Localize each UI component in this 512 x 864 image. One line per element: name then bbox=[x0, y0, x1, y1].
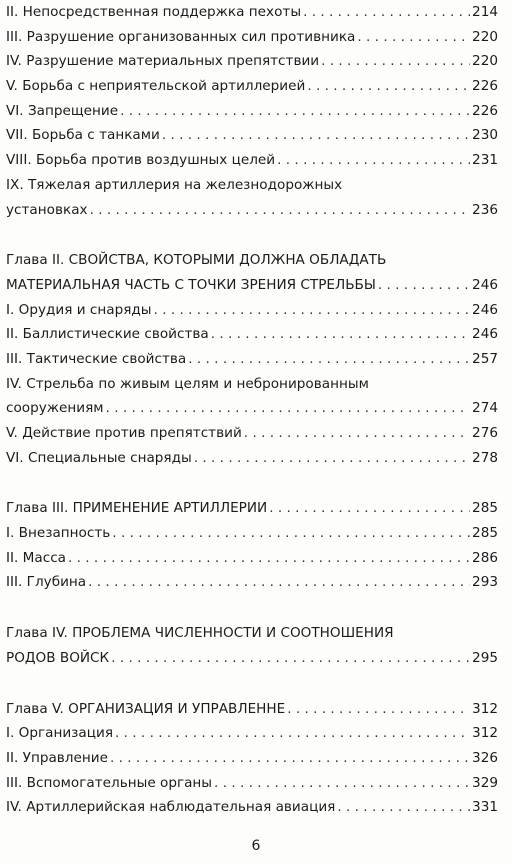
toc-entry bbox=[6, 795, 498, 820]
toc-leader-dots bbox=[110, 746, 470, 771]
toc-entry-title: сооружениям bbox=[6, 400, 104, 417]
toc-entry bbox=[6, 322, 498, 347]
toc-entry-title: IV. Разрушение материальных препятствии bbox=[6, 53, 320, 70]
toc-entry-title: III. Разрушение организованных сил противника bbox=[6, 28, 356, 45]
toc-entry bbox=[6, 198, 498, 223]
toc-entry-title: VIII. Борьба против воздушных целей bbox=[6, 152, 276, 169]
toc-entry-page: 331 bbox=[472, 799, 498, 816]
toc-entry-title: V. Борьба с неприятельской артиллерией bbox=[6, 78, 306, 95]
chapter-heading bbox=[6, 697, 498, 722]
chapter-page: 312 bbox=[472, 700, 498, 717]
toc-entry-page: 257 bbox=[472, 350, 498, 367]
toc-entry bbox=[6, 74, 498, 99]
toc-entry-title: IV. Артиллерийская наблюдательная авиация bbox=[6, 799, 336, 816]
toc-entry bbox=[6, 25, 498, 50]
toc-entry bbox=[6, 546, 498, 571]
toc-entry-title: II. Масса bbox=[6, 549, 66, 566]
toc-entry bbox=[6, 298, 498, 323]
toc-entry bbox=[6, 421, 498, 446]
toc-entry-title: VII. Борьба с танками bbox=[6, 127, 160, 144]
toc-leader-dots bbox=[154, 298, 471, 323]
toc-entry-page: 274 bbox=[472, 400, 498, 417]
toc-entry-page: 226 bbox=[472, 102, 498, 119]
toc-entry bbox=[6, 521, 498, 546]
chapter-title: МАТЕРИАЛЬНАЯ ЧАСТЬ С ТОЧКИ ЗРЕНИЯ СТРЕЛЬБЫ bbox=[6, 276, 376, 293]
page-number: 6 bbox=[251, 838, 261, 854]
toc-entry-title: II. Управление bbox=[6, 749, 108, 766]
chapter-heading-first-line: Глава II. СВОЙСТВА, КОТОРЫМИ ДОЛЖНА ОБЛАДАТЬ bbox=[6, 252, 387, 269]
toc-leader-dots bbox=[90, 198, 470, 223]
toc-entry bbox=[6, 446, 498, 471]
toc-leader-dots bbox=[321, 49, 470, 74]
toc-leader-dots bbox=[378, 273, 470, 298]
toc-entry-title: III. Вспомогательные органы bbox=[6, 774, 213, 791]
toc-entry-page: 329 bbox=[472, 774, 498, 791]
toc-leader-dots bbox=[68, 546, 470, 571]
toc-entry-page: 220 bbox=[472, 53, 498, 70]
toc-entry-first-line: IV. Стрельба по живым целям и небронированным bbox=[6, 375, 369, 392]
toc-entry bbox=[6, 0, 498, 25]
toc-leader-dots bbox=[188, 347, 470, 372]
toc-entry bbox=[6, 771, 498, 796]
toc-leader-dots bbox=[111, 646, 470, 671]
toc-entry-page: 278 bbox=[472, 449, 498, 466]
toc-entry bbox=[6, 148, 498, 173]
chapter-page: 295 bbox=[472, 649, 498, 666]
toc-entry-page: 214 bbox=[472, 4, 498, 20]
toc-leader-dots bbox=[307, 74, 470, 99]
toc-entry-page: 230 bbox=[472, 127, 498, 144]
toc-entry-title: III. Глубина bbox=[6, 574, 87, 591]
toc-entry-title: V. Действие против препятствий bbox=[6, 425, 242, 441]
toc-entry bbox=[6, 746, 498, 771]
toc-entry-title: III. Тактические свойства bbox=[6, 350, 187, 367]
toc-entry bbox=[6, 721, 498, 746]
toc-entry bbox=[6, 396, 498, 421]
toc-entry-title: I. Орудия и снаряды bbox=[6, 301, 152, 318]
toc-leader-dots bbox=[337, 795, 470, 820]
toc-entry bbox=[6, 123, 498, 148]
toc-leader-dots bbox=[194, 446, 470, 471]
toc-entry-title: VI. Специальные снаряды bbox=[6, 449, 192, 466]
toc-leader-dots bbox=[357, 25, 470, 50]
toc-leader-dots bbox=[106, 396, 471, 421]
toc-leader-dots bbox=[112, 521, 470, 546]
toc-entry-page: 236 bbox=[472, 201, 498, 218]
chapter-title: Глава V. ОРГАНИЗАЦИЯ И УПРАВЛЕННЕ bbox=[6, 700, 286, 717]
chapter-page: 246 bbox=[472, 276, 498, 293]
chapter-heading-first-line: Глава IV. ПРОБЛЕМА ЧИСЛЕННОСТИ И СООТНОШЕНИЯ bbox=[6, 625, 394, 642]
toc-leader-dots bbox=[277, 148, 470, 173]
toc-leader-dots bbox=[214, 771, 470, 796]
toc-leader-dots bbox=[287, 697, 470, 722]
chapter-page: 285 bbox=[472, 500, 498, 517]
toc-entry-page: 226 bbox=[472, 78, 498, 95]
toc-entry bbox=[6, 99, 498, 124]
toc-entry bbox=[6, 347, 498, 372]
toc-entry-page: 246 bbox=[472, 326, 498, 343]
toc-entry-page: 231 bbox=[472, 152, 498, 169]
toc-entry-page: 220 bbox=[472, 28, 498, 45]
toc-entry bbox=[6, 49, 498, 74]
toc-entry-title: II. Непосредственная поддержка пехоты bbox=[6, 4, 302, 20]
toc-leader-dots bbox=[115, 721, 470, 746]
toc-leader-dots bbox=[269, 496, 470, 521]
toc-leader-dots bbox=[88, 570, 470, 595]
toc-entry-page: 326 bbox=[472, 749, 498, 766]
toc-entry-first-line: IX. Тяжелая артиллерия на железнодорожных bbox=[6, 176, 343, 193]
toc-entry-page: 276 bbox=[472, 425, 498, 441]
toc-entry-page: 285 bbox=[472, 525, 498, 542]
chapter-title: Глава III. ПРИМЕНЕНИЕ АРТИЛЛЕРИИ bbox=[6, 500, 268, 517]
toc-leader-dots bbox=[162, 123, 470, 148]
toc-entry-page: 293 bbox=[472, 574, 498, 591]
toc-leader-dots bbox=[120, 99, 470, 124]
toc-entry-title: I. Внезапность bbox=[6, 525, 111, 542]
toc-leader-dots bbox=[303, 0, 470, 25]
chapter-heading bbox=[6, 646, 498, 671]
toc-entry-title: I. Организация bbox=[6, 725, 113, 742]
toc-entry-title: установках bbox=[6, 201, 88, 218]
toc-entry bbox=[6, 570, 498, 595]
toc-entry-page: 312 bbox=[472, 725, 498, 742]
toc-entry-title: II. Баллистические свойства bbox=[6, 326, 209, 343]
toc-entry-page: 286 bbox=[472, 549, 498, 566]
chapter-heading bbox=[6, 273, 498, 298]
chapter-heading bbox=[6, 496, 498, 521]
table-of-contents bbox=[6, 0, 498, 820]
chapter-title: РОДОВ ВОЙСК bbox=[6, 649, 110, 666]
toc-leader-dots bbox=[211, 322, 470, 347]
toc-leader-dots bbox=[244, 421, 470, 446]
toc-entry-page: 246 bbox=[472, 301, 498, 318]
toc-entry-title: VI. Запрещение bbox=[6, 102, 119, 119]
